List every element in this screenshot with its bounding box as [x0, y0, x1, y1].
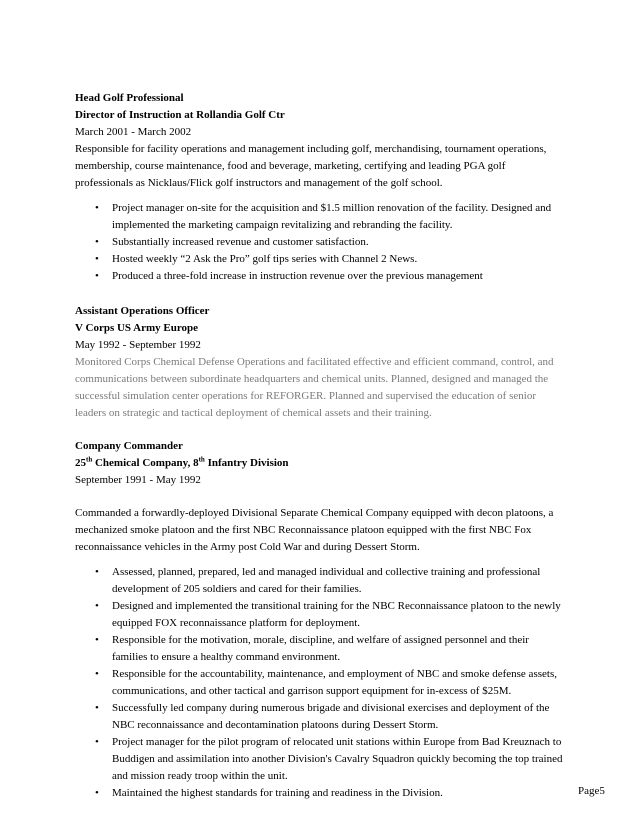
job-organization: 25th Chemical Company, 8th Infantry Division: [75, 455, 289, 469]
job-description: Monitored Corps Chemical Defense Operations and facilitated effective and efficient command, control, and communications between subordinate headquarters and chemical units. Planned, designed and managed the successful simulation center operations for REFORGER. Planned and supervised the education of senior leaders on strategic and tactical deployment of chemical assets and their training.: [75, 356, 554, 419]
job-description: Commanded a forwardly-deployed Divisional Separate Chemical Company equipped with decon platoons, a mechanized smoke platoon and the first NBC Reconnaissance platoon equipped with the first NBC Fox reconnaissance vehicles in the Army post Cold War and during Dessert Storm.: [75, 507, 554, 553]
bullet-text: Substantially increased revenue and customer satisfaction.: [112, 236, 369, 248]
job-organization: Director of Instruction at Rollandia Golf Ctr: [75, 109, 285, 121]
bullet-icon: •: [95, 668, 99, 680]
list-item: [95, 598, 565, 632]
bullet-text: Maintained the highest standards for training and readiness in the Division.: [112, 787, 443, 799]
list-item: [95, 234, 565, 251]
list-item: [95, 200, 565, 234]
bullet-icon: •: [95, 270, 99, 282]
bullet-text: Designed and implemented the transitional training for the NBC Reconnaissance platoon to the newly equipped FOX reconnaissance platform for deployment.: [112, 600, 561, 629]
paragraph-spacer: [75, 489, 565, 505]
bullet-icon: •: [95, 202, 99, 214]
job-title: Company Commander: [75, 440, 183, 452]
bullet-text: Responsible for the motivation, morale, discipline, and welfare of assigned personnel and their families to ensure a healthy command environment.: [112, 634, 529, 663]
bullet-text: Successfully led company during numerous brigade and divisional exercises and deployment of the NBC reconnaissance and decontamination platoons during Dessert Storm.: [112, 702, 550, 731]
job-dates: May 1992 - September 1992: [75, 339, 201, 351]
job-company-commander: [75, 438, 565, 802]
bullet-icon: •: [95, 787, 99, 799]
job-dates: September 1991 - May 1992: [75, 474, 201, 486]
job-assistant-operations-officer: [75, 303, 565, 422]
section-spacer: [75, 285, 565, 303]
bullet-text: Responsible for the accountability, maintenance, and employment of NBC and smoke defense assets, communications, and other tactical and garrison support equipment for in-excess of $25M.: [112, 668, 557, 697]
bullet-icon: •: [95, 566, 99, 578]
bullet-text: Hosted weekly “2 Ask the Pro” golf tips series with Channel 2 News.: [112, 253, 418, 265]
list-item: [95, 632, 565, 666]
bullet-text: Produced a three-fold increase in instruction revenue over the previous management: [112, 270, 483, 282]
bullet-text: Assessed, planned, prepared, led and managed individual and collective training and professional development of 205 soldiers and cared for their families.: [112, 566, 541, 595]
bullet-icon: •: [95, 634, 99, 646]
job-dates: March 2001 - March 2002: [75, 126, 192, 138]
resume-page: [75, 90, 565, 802]
bullet-icon: •: [95, 736, 99, 748]
bullet-icon: •: [95, 702, 99, 714]
page-number: Page5: [578, 785, 605, 797]
bullet-text: Project manager for the pilot program of relocated unit stations within Europe from Bad Kreuznach to Buddigen and assimilation into another Division's Cavalry Squadron quickly becoming the top trained and mission ready troop within the unit.: [112, 736, 563, 782]
bullet-icon: •: [95, 236, 99, 248]
job-organization: V Corps US Army Europe: [75, 322, 199, 334]
job-bullet-list: [75, 564, 565, 802]
section-spacer: [75, 422, 565, 438]
list-item: [95, 734, 565, 785]
list-item: [95, 268, 565, 285]
bullet-icon: •: [95, 600, 99, 612]
list-item: [95, 564, 565, 598]
bullet-icon: •: [95, 253, 99, 265]
job-head-golf-professional: [75, 90, 565, 285]
list-item: [95, 785, 565, 802]
list-item: [95, 251, 565, 268]
list-item: [95, 666, 565, 700]
job-title: Assistant Operations Officer: [75, 305, 210, 317]
job-bullet-list: [75, 200, 565, 285]
bullet-text: Project manager on-site for the acquisition and $1.5 million renovation of the facility. Designed and implemented the marketing campaign revitalizing and rebranding the facility.: [112, 202, 552, 231]
job-title: Head Golf Professional: [75, 92, 184, 104]
list-item: [95, 700, 565, 734]
job-description: Responsible for facility operations and management including golf, merchandising, tournament operations, membership, course maintenance, food and beverage, marketing, certifying and leading PGA golf professionals as Nicklaus/Flick golf instructors and management of the golf school.: [75, 143, 547, 189]
